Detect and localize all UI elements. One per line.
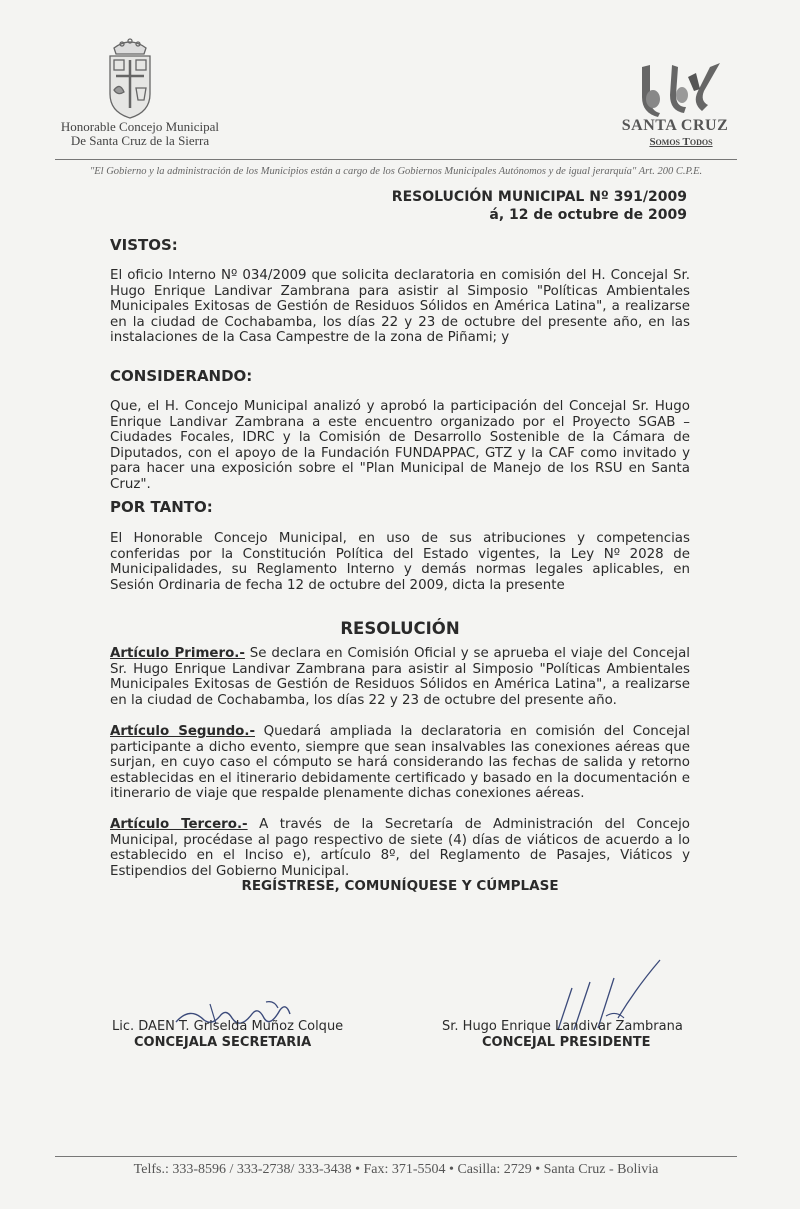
article-primero-label: Artículo Primero.- [110, 646, 245, 661]
closing-formula: REGÍSTRESE, COMUNÍQUESE Y CÚMPLASE [241, 878, 559, 894]
footer-divider [55, 1156, 737, 1157]
signature-right-role: CONCEJAL PRESIDENTE [482, 1035, 651, 1050]
coat-of-arms-icon [100, 32, 160, 122]
article-tercero-text: A través de la Secretaría de Administración del Concejo Municipal, procédase al pago respectivo de siete (4) días de viáticos de acuerdo a lo establecido en el Inciso e), artículo 8º, del Reglamento de Pasajes, Viáticos y Estipendios del Gobierno Municipal. [110, 817, 691, 879]
org-name-line2: De Santa Cruz de la Sierra [70, 133, 210, 148]
logo-brand-text: SANTA CRUZ [621, 117, 729, 134]
article-tercero [110, 817, 690, 879]
por-tanto-heading: POR TANTO: [110, 498, 213, 516]
resolution-number: RESOLUCIÓN MUNICIPAL Nº 391/2009 [391, 189, 687, 205]
signature-left-name: Lic. DAEN T. Griselda Muñoz Colque [112, 1019, 344, 1034]
org-name-line1: Honorable Concejo Municipal [60, 119, 220, 134]
por-tanto-text: El Honorable Concejo Municipal, en uso de sus atribuciones y competencias conferidas por la Constitución Política del Estado vigentes, la Ley Nº 2028 de Municipalidades, su Reglamento Interno y demás normas legales aplicables, en Sesión Ordinaria de fecha 12 de octubre del 2009, dicta la presente [110, 531, 690, 593]
logo-slogan: Somos Todos [649, 136, 713, 148]
footer-contact: Telfs.: 333-8596 / 333-2738/ 333-3438 • Fax: 371-5504 • Casilla: 2729 • Santa Cruz - Bolivia [133, 1162, 659, 1177]
article-segundo [110, 724, 690, 802]
article-segundo-label: Artículo Segundo.- [110, 724, 255, 739]
considerando-heading: CONSIDERANDO: [110, 367, 253, 385]
signature-left-role: CONCEJALA SECRETARIA [134, 1035, 312, 1050]
signature-right-name: Sr. Hugo Enrique Landivar Zambrana [442, 1019, 683, 1034]
article-primero [110, 646, 690, 708]
organization-name [40, 120, 240, 148]
header-divider [55, 159, 737, 160]
considerando-text: Que, el H. Concejo Municipal analizó y aprobó la participación del Concejal Sr. Hugo Enrique Landivar Zambrana a este encuentro organizado por el Proyecto SGAB – Ciudades Focales, IDRC y la Comisión de Desarrollo Sostenible de la Cámara de Diputados, con el apoyo de la Fundación FUNDAPPAC, GTZ y la CAF como invitado y para hacer una exposición sobre el "Plan Municipal de Manejo de los RSU en Santa Cruz". [110, 399, 690, 492]
article-tercero-label: Artículo Tercero.- [110, 817, 248, 832]
article-segundo-text: Quedará ampliada la declaratoria en comisión del Concejal participante a dicho evento, siempre que sean insalvables las conexiones aéreas que surjan, en cuyo caso el cómputo se hará considerando las fechas de salida y retorno establecidas en el itinerario debidamente certificado y basado en la documentación e itinerario de viaje que respalde plenamente dichas conexiones aéreas. [110, 724, 691, 802]
vistos-heading: VISTOS: [110, 236, 178, 254]
resolution-date: á, 12 de octubre de 2009 [489, 207, 687, 223]
vistos-text: El oficio Interno Nº 034/2009 que solicita declaratoria en comisión del H. Concejal Sr. Hugo Enrique Landivar Zambrana para asistir al Simposio "Políticas Ambientales Municipales Exitosas de Gestión de Residuos Sólidos en América Latina", a realizarse en la ciudad de Cochabamba, los días 22 y 23 de octubre del presente año, en las instalaciones de la Casa Campestre de la zona de Piñami; y [110, 268, 690, 346]
resolution-title: RESOLUCIÓN [340, 619, 460, 638]
constitution-epigraph: "El Gobierno y la administración de los Municipios están a cargo de los Gobiernos Municipales Autónomos y de igual jerarquía" Art. 200 C.P.E. [89, 166, 703, 177]
article-primero-text: Se declara en Comisión Oficial y se aprueba el viaje del Concejal Sr. Hugo Enrique Landivar Zambrana para asistir al Simposio "Políticas Ambientales Municipales Exitosas de Gestión de Residuos Sólidos en América Latina", a realizarse en la ciudad de Cochabamba, los días 22 y 23 de octubre del presente año. [110, 646, 691, 708]
